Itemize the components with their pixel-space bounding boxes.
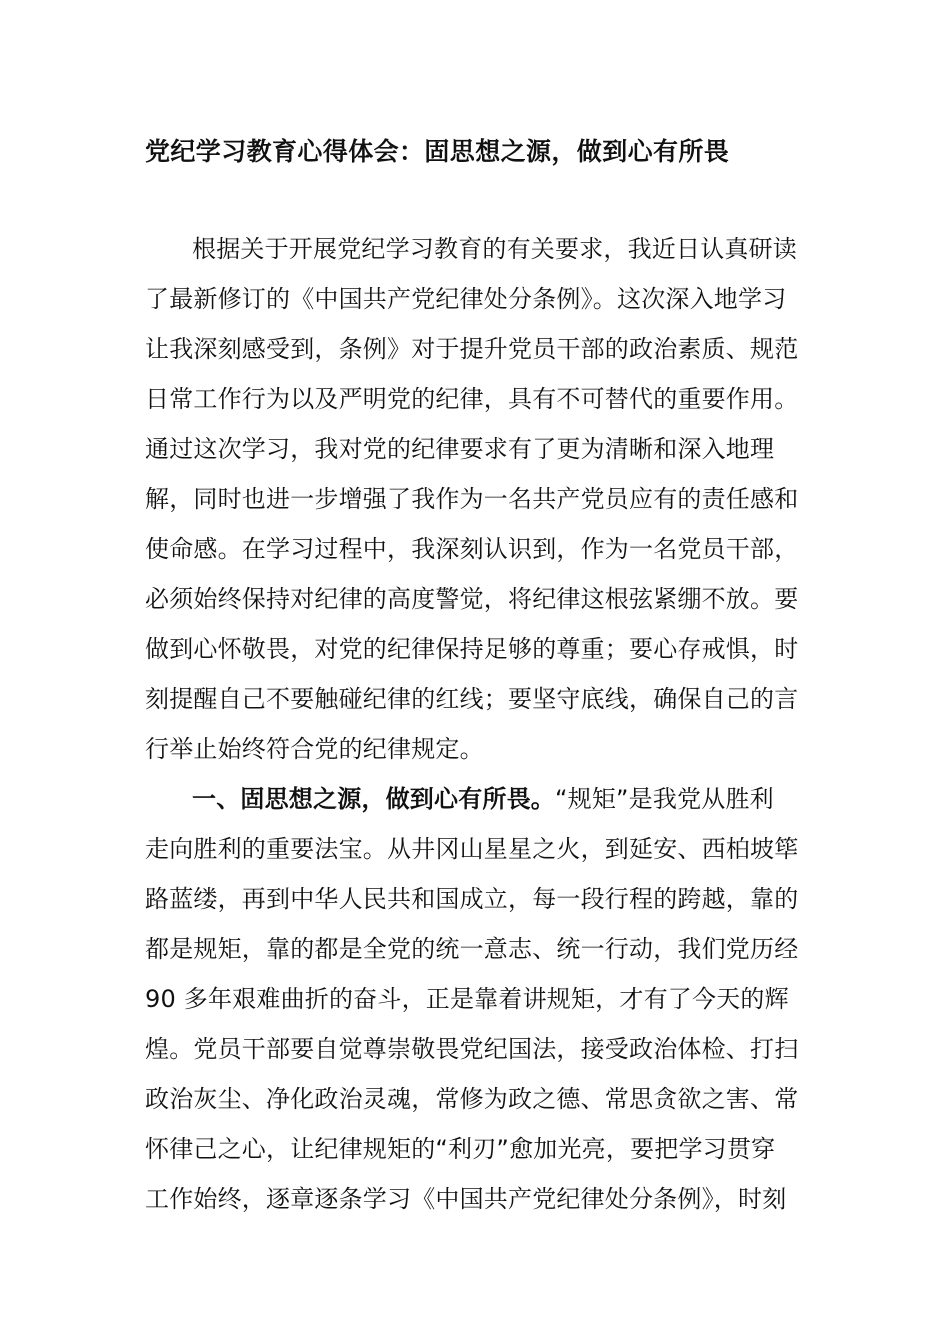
text-line: 让我深刻感受到，条例》对于提升党员干部的政治素质、规范 <box>145 335 799 363</box>
text-line: 90 多年艰难曲折的奋斗，正是靠着讲规矩，才有了今天的辉 <box>145 985 789 1013</box>
text-line: 必须始终保持对纪律的高度警觉，将纪律这根弦紧绷不放。要 <box>145 585 799 613</box>
text-line: 煌。党员干部要自觉尊崇敬畏党纪国法，接受政治体检、打扫 <box>145 1035 799 1063</box>
text-line: 使命感。在学习过程中，我深刻认识到，作为一名党员干部， <box>145 535 799 563</box>
text-line: 做到心怀敬畏，对党的纪律保持足够的尊重；要心存戒惧，时 <box>145 635 799 663</box>
text-line: 路蓝缕，再到中华人民共和国成立，每一段行程的跨越，靠的 <box>145 885 799 913</box>
text-line: 怀律己之心，让纪律规矩的“利刃”愈加光亮，要把学习贯穿 <box>145 1135 776 1163</box>
text-line: 政治灰尘、净化政治灵魂，常修为政之德、常思贪欲之害、常 <box>145 1085 799 1113</box>
text-line: 解，同时也进一步增强了我作为一名共产党员应有的责任感和 <box>145 485 799 513</box>
text-line: 日常工作行为以及严明党的纪律，具有不可替代的重要作用。 <box>145 385 799 413</box>
document-title: 党纪学习教育心得体会：固思想之源，做到心有所畏 <box>145 137 730 166</box>
text-line: 工作始终，逐章逐条学习《中国共产党纪律处分条例》，时刻 <box>145 1185 787 1213</box>
text-line: 行举止始终符合党的纪律规定。 <box>145 735 484 763</box>
section-heading: 一、固思想之源，做到心有所畏。 <box>192 785 555 813</box>
text-line: 刻提醒自己不要触碰纪律的红线；要坚守底线，确保自己的言 <box>145 685 799 713</box>
text-line: 了最新修订的《中国共产党纪律处分条例》。这次深入地学习 <box>145 285 787 313</box>
text-line: 都是规矩，靠的都是全党的统一意志、统一行动，我们党历经 <box>145 935 799 963</box>
section-first-line <box>192 782 857 816</box>
text-line: 走向胜利的重要法宝。从井冈山星星之火，到延安、西柏坡筚 <box>145 835 799 863</box>
text-line: 根据关于开展党纪学习教育的有关要求，我近日认真研读 <box>192 235 797 263</box>
text-line: 通过这次学习，我对党的纪律要求有了更为清晰和深入地理 <box>145 435 775 463</box>
section-first-line-text: “规矩”是我党从胜利 <box>555 785 774 813</box>
